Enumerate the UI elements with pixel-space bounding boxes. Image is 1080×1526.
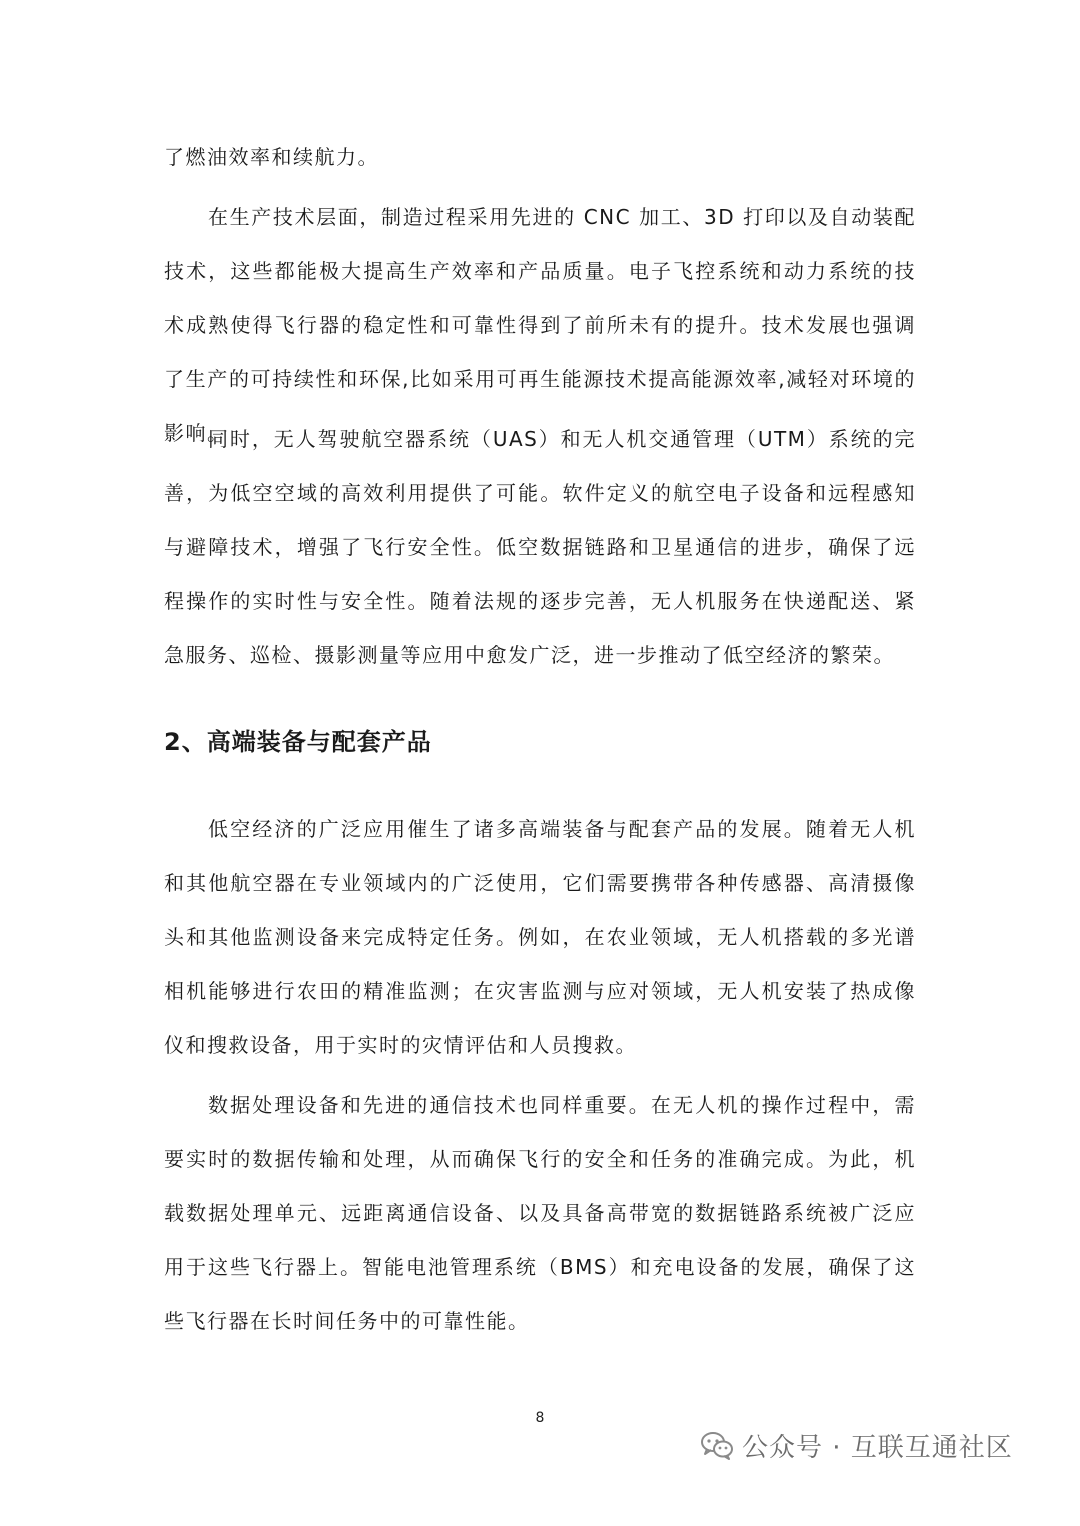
paragraph-production-technology: 在生产技术层面，制造过程采用先进的 CNC 加工、3D 打印以及自动装配技术，这些都能极大提高生产效率和产品质量。电子飞控系统和动力系统的技术成熟使得飞行器的稳定性和可靠性得到了前所未有的提升。技术发展也强调了生产的可持续性和环保,比如采用可再生能源技术提高能源效率,减轻对环境的影响。	[164, 205, 916, 445]
wechat-icon	[700, 1430, 734, 1460]
paragraph-high-end-equipment: 低空经济的广泛应用催生了诸多高端装备与配套产品的发展。随着无人机和其他航空器在专业领域内的广泛使用，它们需要携带各种传感器、高清摄像头和其他监测设备来完成特定任务。例如，在农业领域，无人机搭载的多光谱相机能够进行农田的精准监测；在灾害监测与应对领域，无人机安装了热成像仪和搜救设备，用于实时的灾情评估和人员搜救。	[164, 817, 916, 1057]
section-heading: 2、高端装备与配套产品	[164, 728, 432, 756]
watermark	[700, 1425, 1013, 1465]
paragraph-continuation: 了燃油效率和续航力。	[164, 145, 379, 169]
page-number: 8	[535, 1410, 545, 1426]
paragraph-data-processing: 数据处理设备和先进的通信技术也同样重要。在无人机的操作过程中，需要实时的数据传输和处理，从而确保飞行的安全和任务的准确完成。为此，机载数据处理单元、远距离通信设备、以及具备高带宽的数据链路系统被广泛应用于这些飞行器上。智能电池管理系统（BMS）和充电设备的发展，确保了这些飞行器在长时间任务中的可靠性能。	[164, 1093, 916, 1333]
paragraph-uas-utm: 同时，无人驾驶航空器系统（UAS）和无人机交通管理（UTM）系统的完善，为低空空域的高效利用提供了可能。软件定义的航空电子设备和远程感知与避障技术，增强了飞行安全性。低空数据链路和卫星通信的进步，确保了远程操作的实时性与安全性。随着法规的逐步完善，无人机服务在快递配送、紧急服务、巡检、摄影测量等应用中愈发广泛，进一步推动了低空经济的繁荣。	[164, 427, 916, 667]
watermark-label: 公众号 · 互联互通社区	[742, 1432, 1013, 1463]
